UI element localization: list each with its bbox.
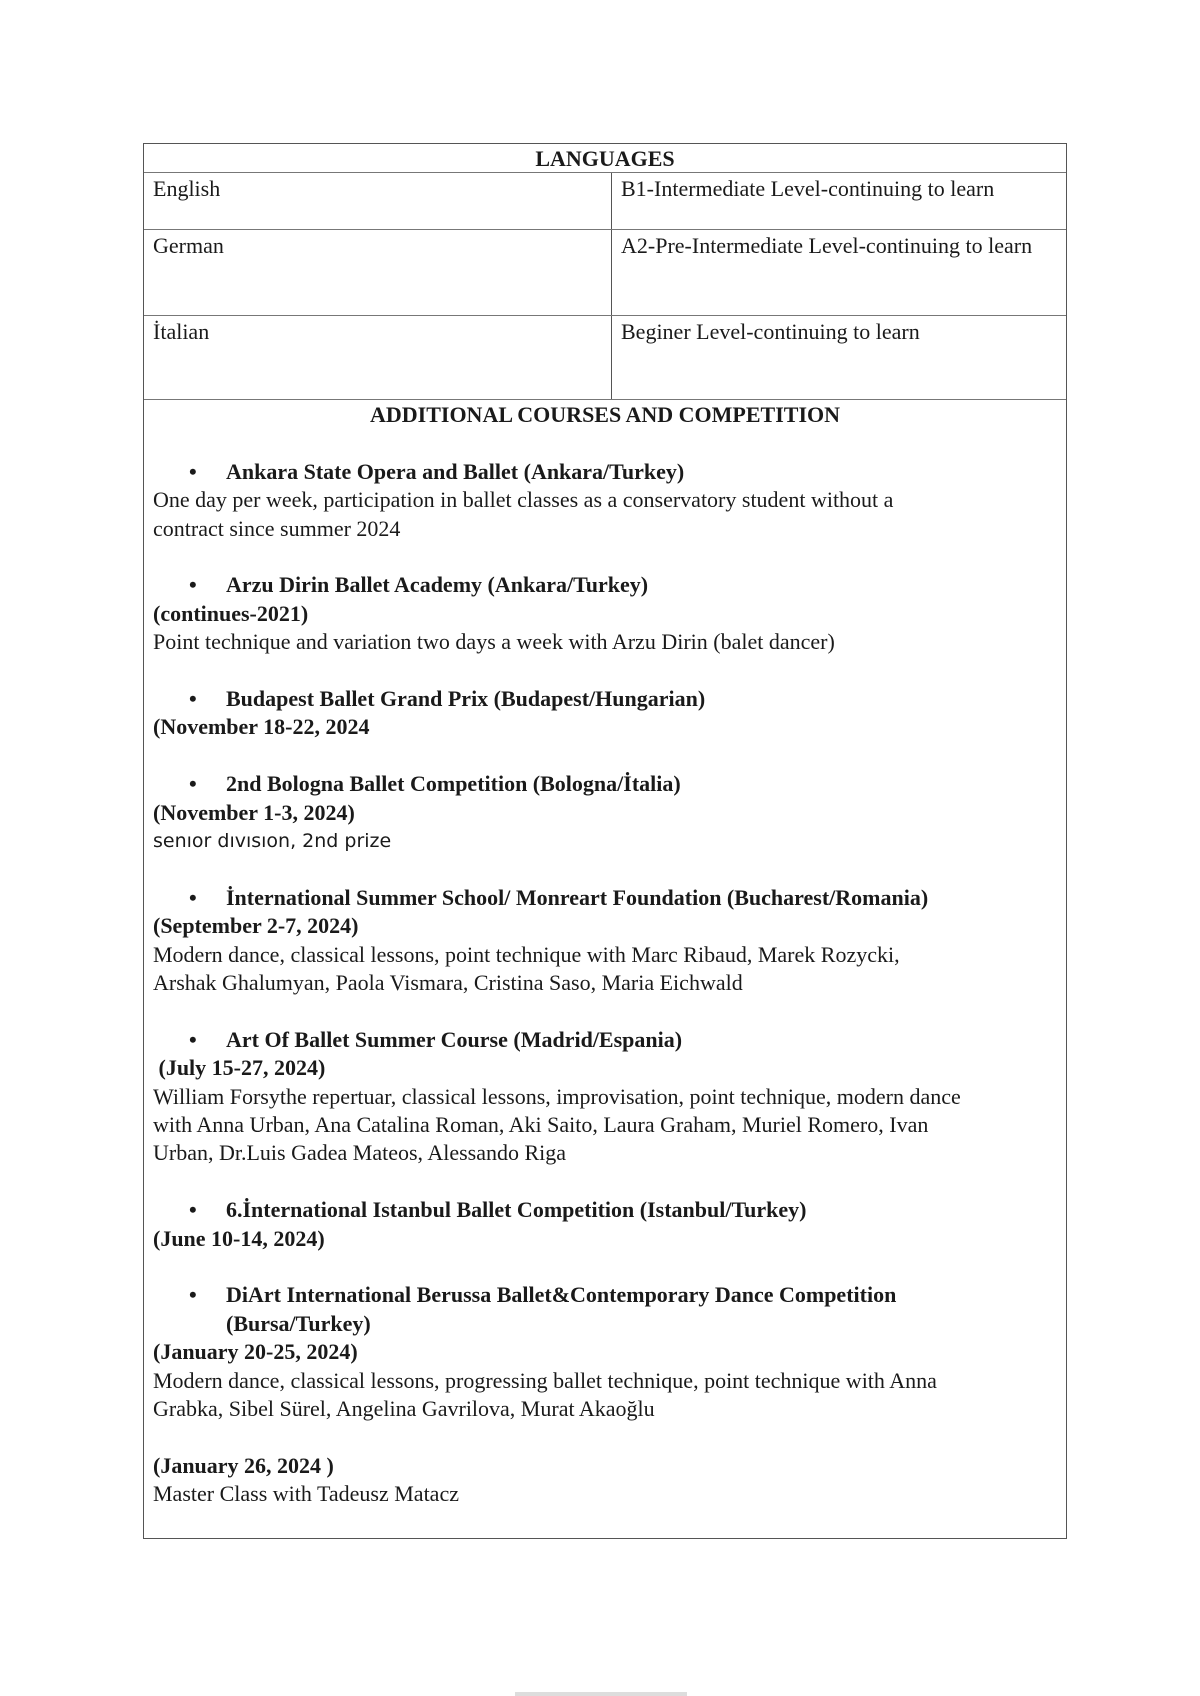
course-description: Urban, Dr.Luis Gadea Mateos, Alessando Riga [153,1140,567,1166]
course-entry [153,1168,1057,1253]
bullet-icon: • [189,1197,197,1223]
course-dates: (November 18-22, 2024 [153,714,370,740]
spacer [153,997,1057,1025]
languages-title: LANGUAGES [535,146,675,171]
extra-description: Master Class with Tadeusz Matacz [153,1481,459,1507]
course-dates: (June 10-14, 2024) [153,1225,325,1251]
language-row-english [144,173,1066,230]
course-name [153,1281,1057,1309]
bullet-icon: • [189,1026,197,1052]
language-name: İtalian [144,316,612,399]
cv-table [143,143,1067,1539]
course-name-text: 2nd Bologna Ballet Competition (Bologna/İtalia) [226,771,681,797]
bullet-icon: • [189,884,197,910]
spacer [153,429,1057,457]
spacer [153,1168,1057,1196]
language-level: A2-Pre-Intermediate Level-continuing to learn [621,233,1033,258]
language-name: German [144,230,612,315]
course-name [153,1196,1057,1224]
course-description: William Forsythe repertuar, classical lessons, improvisation, point technique, modern dance [153,1083,961,1109]
course-name-text: Ankara State Opera and Ballet (Ankara/Turkey) [226,458,685,484]
course-dates: (January 20-25, 2024) [153,1339,358,1365]
course-entry [153,429,1057,543]
course-description: with Anna Urban, Ana Catalina Roman, Aki Saito, Laura Graham, Muriel Romero, Ivan [153,1112,929,1138]
extra-dates: (January 26, 2024 ) [153,1452,334,1478]
course-description: senıor dıvısıon, 2nd prize [153,830,392,853]
course-name-text: DiArt International Berussa Ballet&Contemporary Dance Competition [226,1282,897,1308]
course-description: Modern dance, classical lessons, point technique with Marc Ribaud, Marek Rozycki, [153,941,900,967]
languages-header [144,144,1066,173]
course-name-text: Art Of Ballet Summer Course (Madrid/Espania) [226,1026,683,1052]
course-dates: (continues-2021) [153,600,309,626]
course-description: contract since summer 2024 [153,515,401,541]
spacer [153,657,1057,685]
spacer [153,1253,1057,1281]
course-entry [153,855,1057,997]
spacer [153,855,1057,883]
course-name-text: İnternational Summer School/ Monreart Foundation (Bucharest/Romania) [226,884,929,910]
bullet-icon: • [189,458,197,484]
course-name-text: Arzu Dirin Ballet Academy (Ankara/Turkey) [226,572,649,598]
course-name-text: Budapest Ballet Grand Prix (Budapest/Hungarian) [226,686,706,712]
course-dates: (July 15-27, 2024) [153,1055,326,1081]
language-row-italian [144,316,1066,400]
course-description: Modern dance, classical lessons, progressing ballet technique, point technique with Anna [153,1367,937,1393]
courses-title: ADDITIONAL COURSES AND COMPETITION [369,402,841,427]
course-name [153,571,1057,599]
course-entry [153,1253,1057,1423]
course-dates: (September 2-7, 2024) [153,913,359,939]
course-entry [153,657,1057,742]
course-dates: (November 1-3, 2024) [153,799,355,825]
courses-section [144,400,1066,1538]
course-entry [153,543,1057,657]
language-level: Beginer Level-continuing to learn [621,319,920,344]
page-edge [515,1692,687,1696]
course-name-text: (Bursa/Turkey) [226,1310,371,1336]
course-name [153,1026,1057,1054]
bullet-icon: • [189,686,197,712]
language-row-german [144,230,1066,316]
course-name [153,1310,1057,1338]
spacer [153,543,1057,571]
course-name-text: 6.İnternational Istanbul Ballet Competition (Istanbul/Turkey) [226,1197,807,1223]
bullet-icon: • [189,572,197,598]
course-name [153,884,1057,912]
course-description: Arshak Ghalumyan, Paola Vismara, Cristina Saso, Maria Eichwald [153,970,743,996]
course-entry [153,997,1057,1167]
language-name: English [144,173,612,229]
course-description: One day per week, participation in ballet classes as a conservatory student without a [153,487,894,513]
course-entry [153,742,1057,856]
course-list [153,429,1057,1451]
spacer [153,1424,1057,1452]
course-description: Point technique and variation two days a week with Arzu Dirin (balet dancer) [153,629,835,655]
course-name [153,458,1057,486]
bullet-icon: • [189,771,197,797]
course-name [153,685,1057,713]
course-description: Grabka, Sibel Sürel, Angelina Gavrilova, Murat Akaoğlu [153,1396,655,1422]
course-name [153,770,1057,798]
bullet-icon: • [189,1282,197,1308]
spacer [153,742,1057,770]
language-level: B1-Intermediate Level-continuing to learn [621,176,995,201]
